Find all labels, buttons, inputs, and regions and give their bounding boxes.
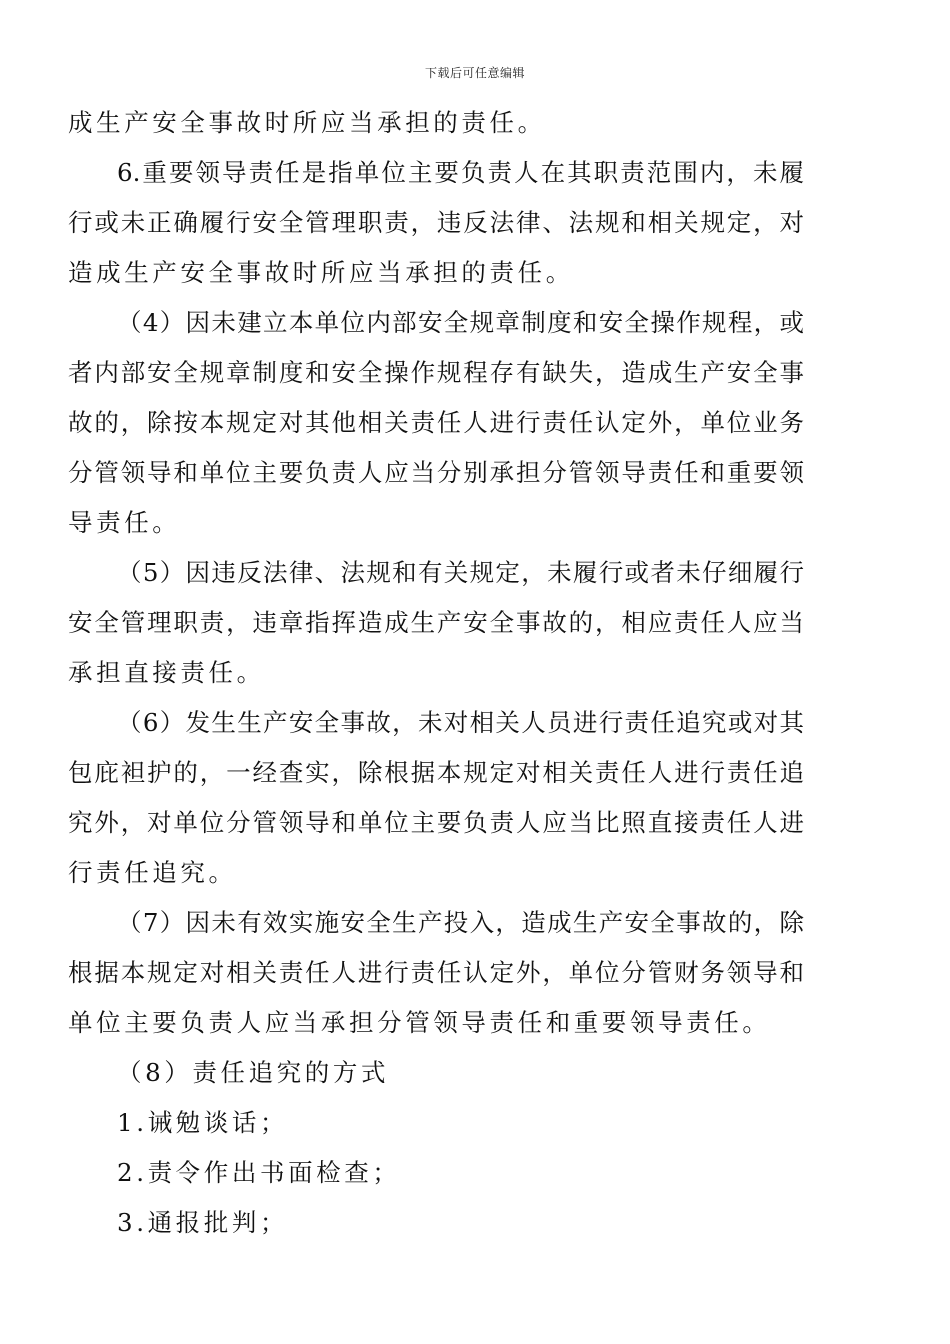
text-line: 根据本规定对相关责任人进行责任认定外，单位分管财务领导和 (68, 958, 804, 987)
text-line: 造成生产安全事故时所应当承担的责任。 (68, 258, 574, 287)
text-line: 1.诫勉谈话； (117, 1108, 289, 1137)
text-line: 导责任。 (68, 508, 181, 537)
document-body (68, 98, 804, 1248)
text-line: 承担直接责任。 (68, 658, 265, 687)
text-line: 分管领导和单位主要负责人应当分别承担分管领导责任和重要领 (68, 458, 804, 487)
text-line: 行或未正确履行安全管理职责，违反法律、法规和相关规定，对 (68, 208, 804, 237)
text-line: 3.通报批判； (117, 1208, 289, 1237)
text-line: 安全管理职责，违章指挥造成生产安全事故的，相应责任人应当 (68, 608, 804, 637)
text-line: 包庇袒护的，一经查实，除根据本规定对相关责任人进行责任追 (68, 758, 804, 787)
text-line: 成生产安全事故时所应当承担的责任。 (68, 108, 546, 137)
text-line: （4）因未建立本单位内部安全规章制度和安全操作规程，或 (117, 308, 804, 337)
text-line: 行责任追究。 (68, 858, 237, 887)
text-line: 故的，除按本规定对其他相关责任人进行责任认定外，单位业务 (68, 408, 804, 437)
page-header: 下载后可任意编辑 (424, 66, 525, 80)
text-line: 2.责令作出书面检查； (117, 1158, 401, 1187)
text-line: （6）发生生产安全事故，未对相关人员进行责任追究或对其 (117, 708, 804, 737)
text-line: 单位主要负责人应当承担分管领导责任和重要领导责任。 (68, 1008, 771, 1037)
text-line: 究外，对单位分管领导和单位主要负责人应当比照直接责任人进 (68, 808, 804, 837)
text-line: （8）责任追究的方式 (117, 1058, 390, 1087)
text-line: （7）因未有效实施安全生产投入，造成生产安全事故的，除 (117, 908, 804, 937)
text-line: （5）因违反法律、法规和有关规定，未履行或者未仔细履行 (117, 558, 804, 587)
text-line: 6.重要领导责任是指单位主要负责人在其职责范围内，未履 (117, 158, 804, 187)
text-line: 者内部安全规章制度和安全操作规程存有缺失，造成生产安全事 (68, 358, 804, 387)
